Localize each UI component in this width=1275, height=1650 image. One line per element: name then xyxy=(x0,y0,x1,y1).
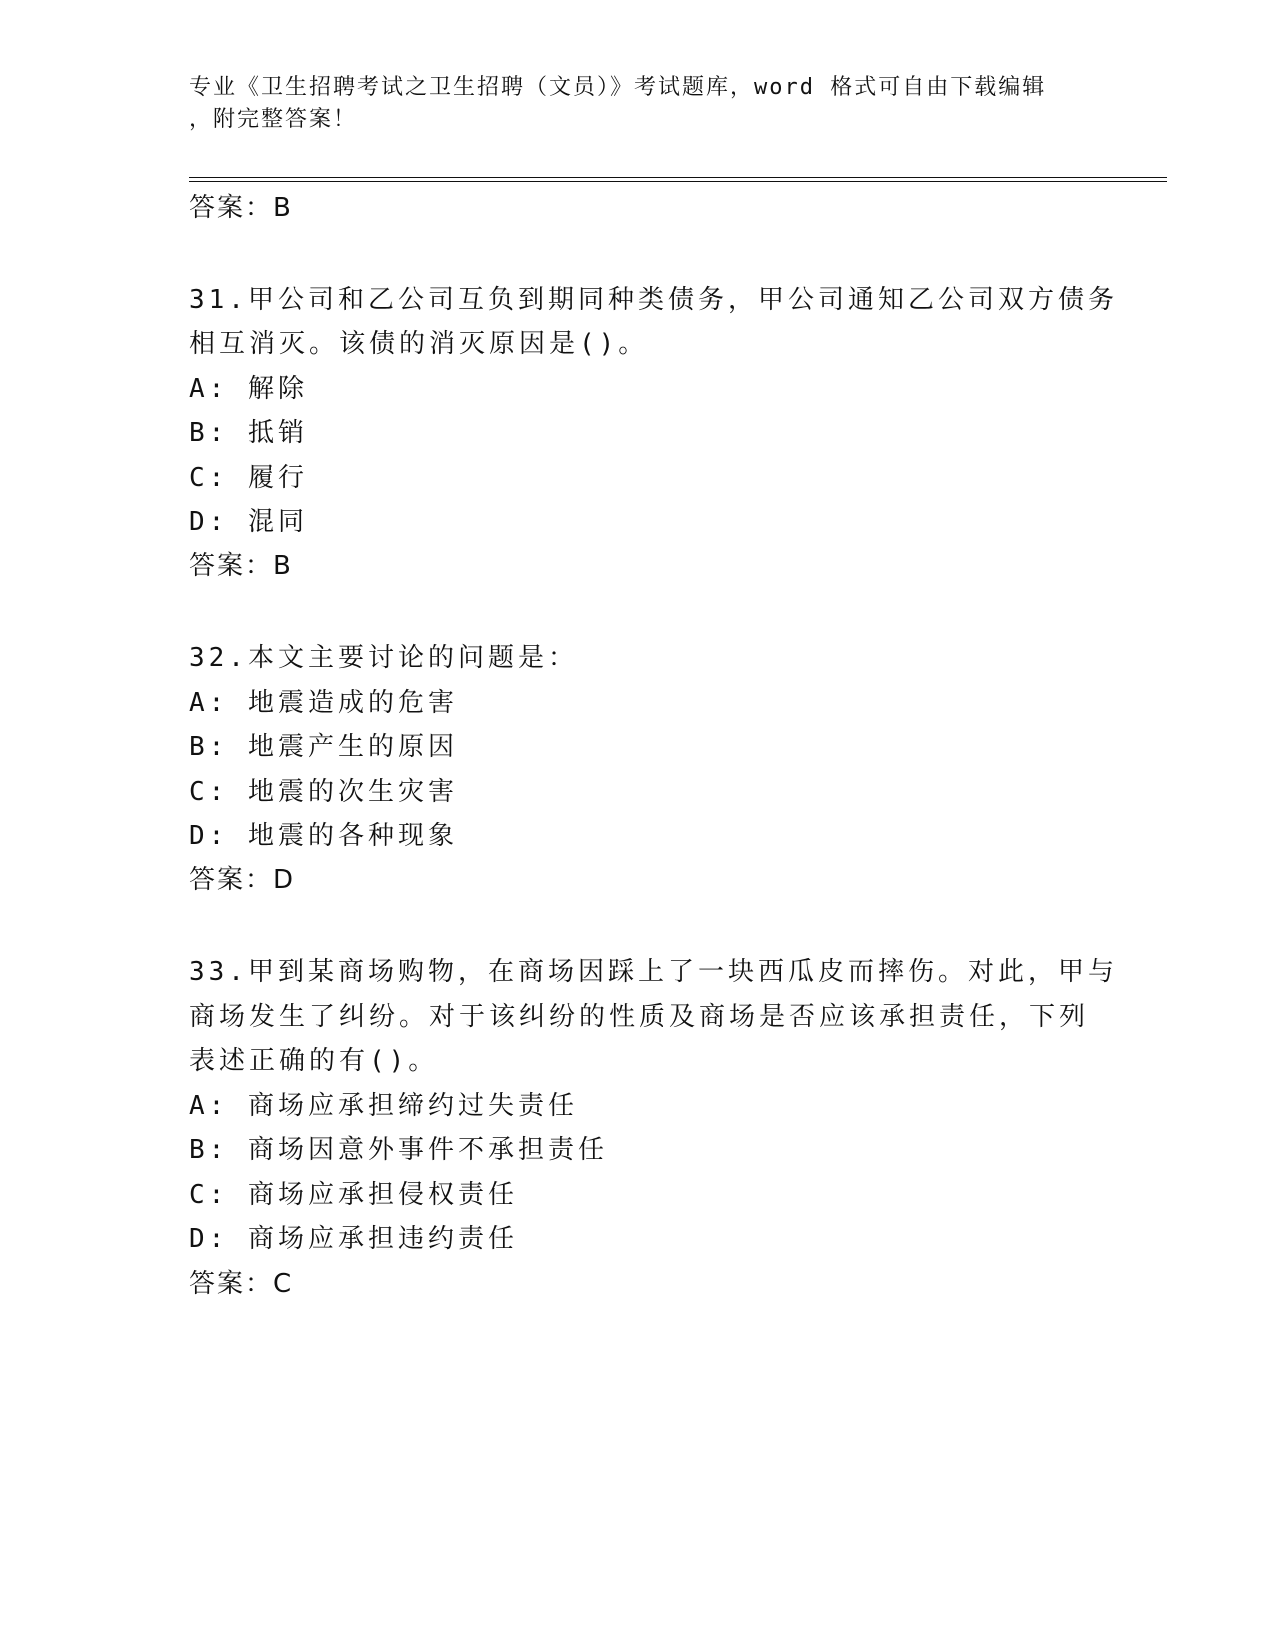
question-stem: 32.本文主要讨论的问题是： xyxy=(189,643,578,673)
option-d: D: 地震的各种现象 xyxy=(189,821,458,851)
header-rule-top xyxy=(189,177,1167,178)
question-stem: 33.甲到某商场购物，在商场因踩上了一块西瓜皮而摔伤。对此，甲与 xyxy=(189,957,1118,987)
question-stem: 表述正确的有()。 xyxy=(189,1046,439,1076)
question-stem: 31.甲公司和乙公司互负到期同种类债务，甲公司通知乙公司双方债务 xyxy=(189,285,1118,315)
option-c: C: 履行 xyxy=(189,463,308,493)
answer: 答案：C xyxy=(189,1269,294,1299)
option-a: A: 地震造成的危害 xyxy=(189,688,458,718)
option-b: B: 商场因意外事件不承担责任 xyxy=(189,1135,608,1165)
answer: 答案：B xyxy=(189,551,293,581)
header-title-line-2: ，附完整答案！ xyxy=(189,107,358,132)
answer: 答案：D xyxy=(189,865,296,895)
previous-answer: 答案：B xyxy=(189,193,293,223)
option-a: A: 解除 xyxy=(189,374,308,404)
header-title-line-1: 专业《卫生招聘考试之卫生招聘（文员）》考试题库，word 格式可自由下载编辑 xyxy=(189,75,1047,100)
option-c: C: 商场应承担侵权责任 xyxy=(189,1180,518,1210)
option-a: A: 商场应承担缔约过失责任 xyxy=(189,1091,578,1121)
header-rule-bottom xyxy=(189,181,1167,182)
option-d: D: 混同 xyxy=(189,507,308,537)
option-b: B: 抵销 xyxy=(189,418,308,448)
option-c: C: 地震的次生灾害 xyxy=(189,777,458,807)
option-b: B: 地震产生的原因 xyxy=(189,732,458,762)
question-stem: 商场发生了纠纷。对于该纠纷的性质及商场是否应该承担责任，下列 xyxy=(189,1002,1090,1032)
option-d: D: 商场应承担违约责任 xyxy=(189,1224,518,1254)
question-stem: 相互消灭。该债的消灭原因是()。 xyxy=(189,329,649,359)
